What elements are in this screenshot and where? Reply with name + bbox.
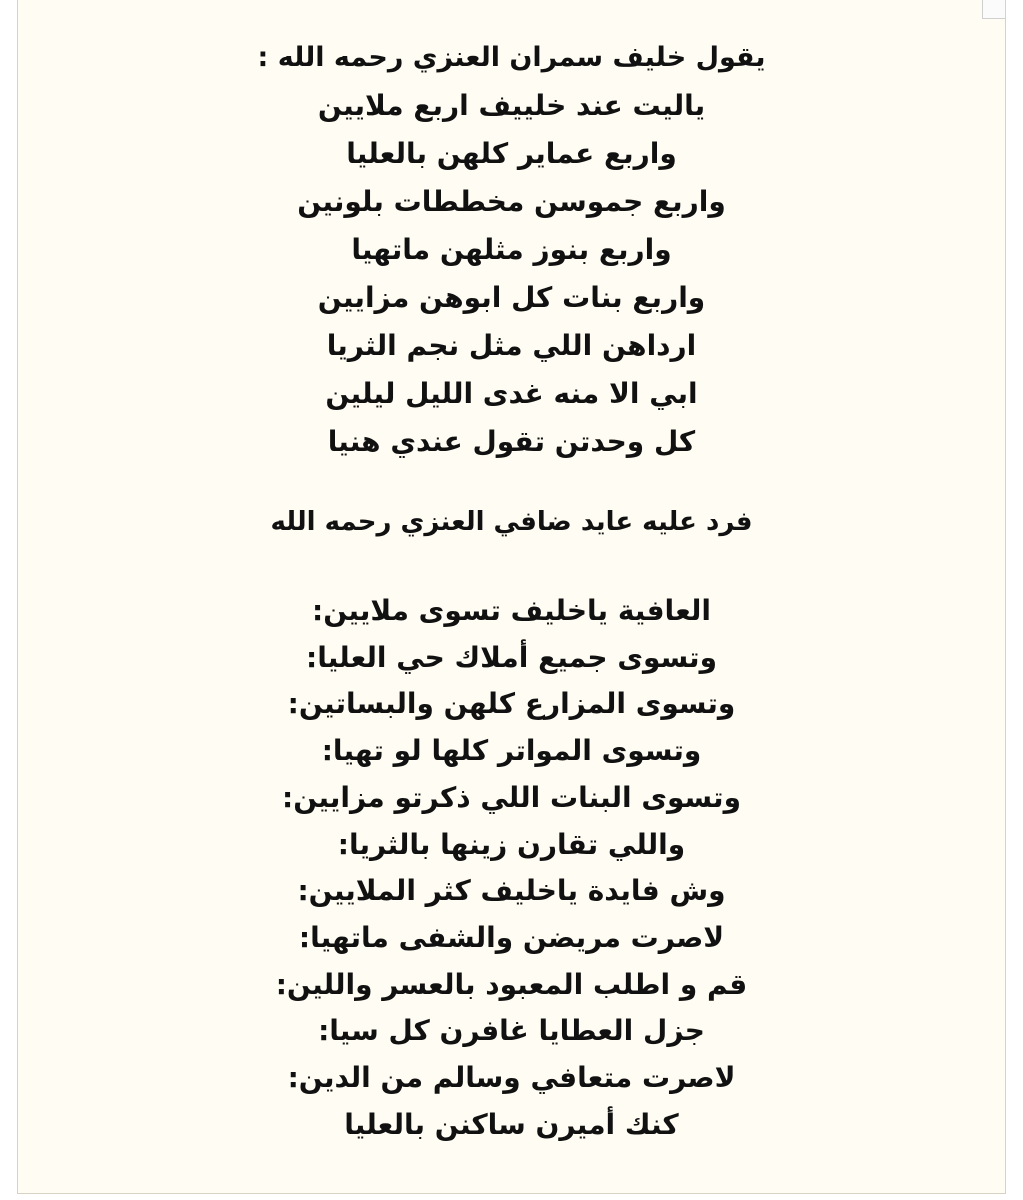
reply-line: العافية ياخليف تسوى ملايين: bbox=[312, 594, 711, 627]
reply-line: وش فايدة ياخليف كثر الملايين: bbox=[297, 874, 726, 908]
reply-heading bbox=[18, 502, 1005, 542]
reply-line: وتسوى المواتر كلها لو تهيا: bbox=[321, 734, 702, 768]
page-corner bbox=[982, 0, 1005, 19]
reply-line: وتسوى المزارع كلهن والبساتين: bbox=[287, 687, 736, 721]
poem-line: ياليت عند خلييف اربع ملايين bbox=[317, 89, 706, 122]
reply-line: قم و اطلب المعبود بالعسر واللين: bbox=[275, 967, 748, 1001]
poem-line: ابي الا منه غدى الليل ليلين bbox=[325, 377, 698, 410]
poem-line: واربع عماير كلهن بالعليا bbox=[346, 137, 677, 170]
note-card bbox=[17, 0, 1006, 1194]
first-poem bbox=[18, 34, 1005, 466]
poem-line: ارداهن اللي مثل نجم الثريا bbox=[326, 329, 697, 362]
poem-intro: يقول خليف سمران العنزي رحمه الله : bbox=[257, 42, 766, 73]
reply-poem bbox=[18, 588, 1005, 1148]
reply-line: وتسوى البنات اللي ذكرتو مزايين: bbox=[282, 780, 741, 814]
reply-line: كنك أميرن ساكنن بالعليا bbox=[344, 1107, 679, 1141]
poem-line: واربع بنوز مثلهن ماتهيا bbox=[351, 233, 672, 266]
reply-line: وتسوى جميع أملاك حي العليا: bbox=[306, 640, 717, 674]
reply-line: واللي تقارن زينها بالثريا: bbox=[337, 827, 686, 861]
reply-line: لاصرت متعافي وسالم من الدين: bbox=[287, 1061, 736, 1095]
reply-line: لاصرت مريضن والشفى ماتهيا: bbox=[298, 920, 725, 954]
poem-line: كل وحدتن تقول عندي هنيا bbox=[327, 425, 696, 458]
poem-line: واربع جموسن مخططات بلونين bbox=[297, 185, 726, 218]
reply-heading-text: فرد عليه عايد ضافي العنزي رحمه الله bbox=[270, 507, 753, 537]
poem-line: واربع بنات كل ابوهن مزايين bbox=[317, 281, 706, 314]
reply-line: جزل العطايا غافرن كل سيا: bbox=[318, 1014, 705, 1048]
